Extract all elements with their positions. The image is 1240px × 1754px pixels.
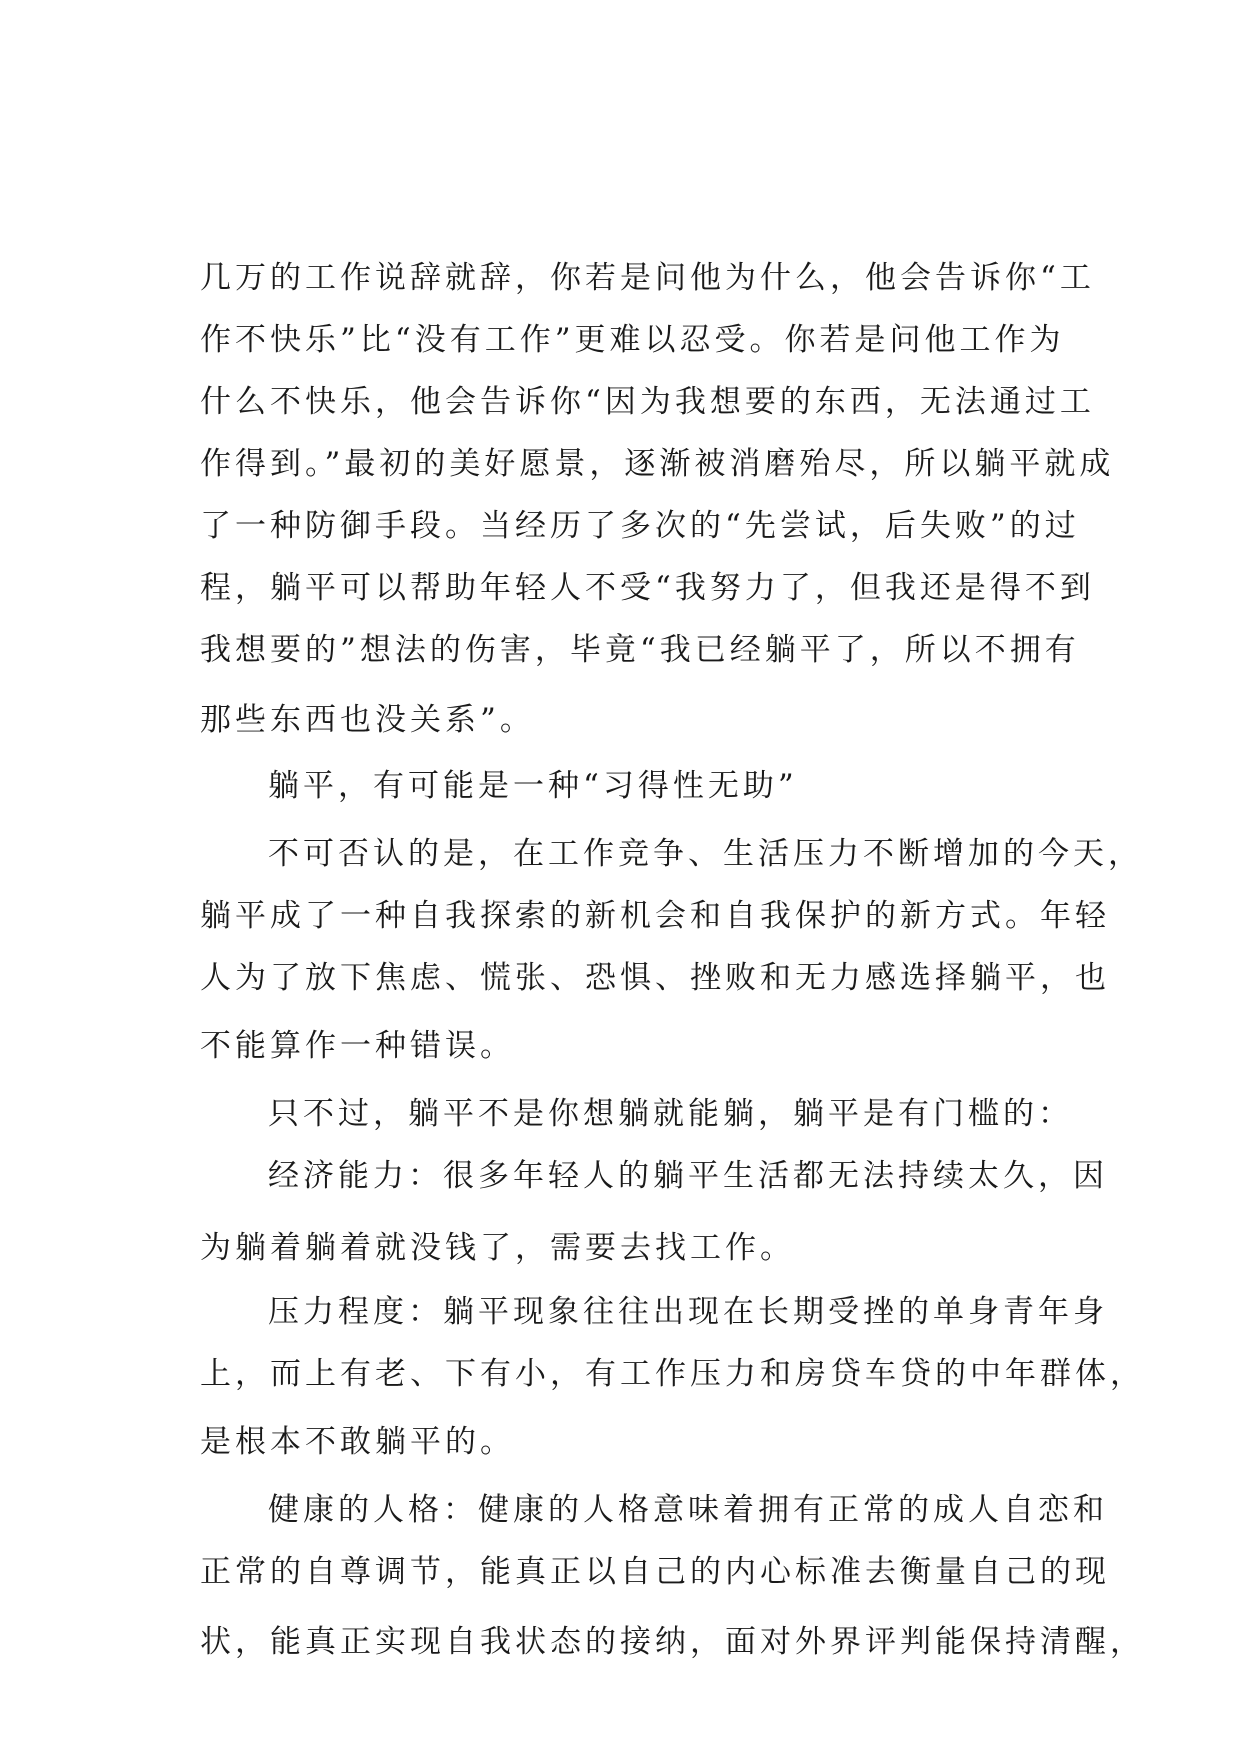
text-line: 不能算作一种错误。 (200, 1028, 515, 1064)
paragraph-first-line: 压力程度：躺平现象往往出现在长期受挫的单身青年身 (268, 1294, 1108, 1330)
paragraph-first-line: 经济能力：很多年轻人的躺平生活都无法持续太久，因 (268, 1158, 1108, 1194)
text-line: 程，躺平可以帮助年轻人不受“我努力了，但我还是得不到 (200, 570, 1095, 606)
text-line: 几万的工作说辞就辞，你若是问他为什么，他会告诉你“工 (200, 260, 1095, 296)
text-line: 上，而上有老、下有小，有工作压力和房贷车贷的中年群体， (200, 1356, 1145, 1392)
text-line: 作得到。”最初的美好愿景，逐渐被消磨殆尽，所以躺平就成 (200, 446, 1115, 482)
text-line: 那些东西也没关系”。 (200, 702, 535, 738)
paragraph-first-line: 只不过，躺平不是你想躺就能躺，躺平是有门槛的： (268, 1096, 1073, 1132)
text-line: 我想要的”想法的伤害，毕竟“我已经躺平了，所以不拥有 (200, 632, 1080, 668)
paragraph-first-line: 不可否认的是，在工作竞争、生活压力不断增加的今天， (268, 836, 1143, 872)
text-line: 人为了放下焦虑、慌张、恐惧、挫败和无力感选择躺平，也 (200, 960, 1110, 996)
text-line: 状，能真正实现自我状态的接纳，面对外界评判能保持清醒， (200, 1624, 1145, 1660)
text-line: 为躺着躺着就没钱了，需要去找工作。 (200, 1230, 795, 1266)
text-line: 正常的自尊调节，能真正以自己的内心标准去衡量自己的现 (200, 1554, 1110, 1590)
text-line: 是根本不敢躺平的。 (200, 1424, 515, 1460)
section-heading: 躺平，有可能是一种“习得性无助” (268, 768, 798, 804)
text-line: 躺平成了一种自我探索的新机会和自我保护的新方式。年轻 (200, 898, 1110, 934)
paragraph-first-line: 健康的人格：健康的人格意味着拥有正常的成人自恋和 (268, 1492, 1108, 1528)
text-line: 了一种防御手段。当经历了多次的“先尝试，后失败”的过 (200, 508, 1080, 544)
text-line: 什么不快乐，他会告诉你“因为我想要的东西，无法通过工 (200, 384, 1095, 420)
text-line: 作不快乐”比“没有工作”更难以忍受。你若是问他工作为 (200, 322, 1065, 358)
